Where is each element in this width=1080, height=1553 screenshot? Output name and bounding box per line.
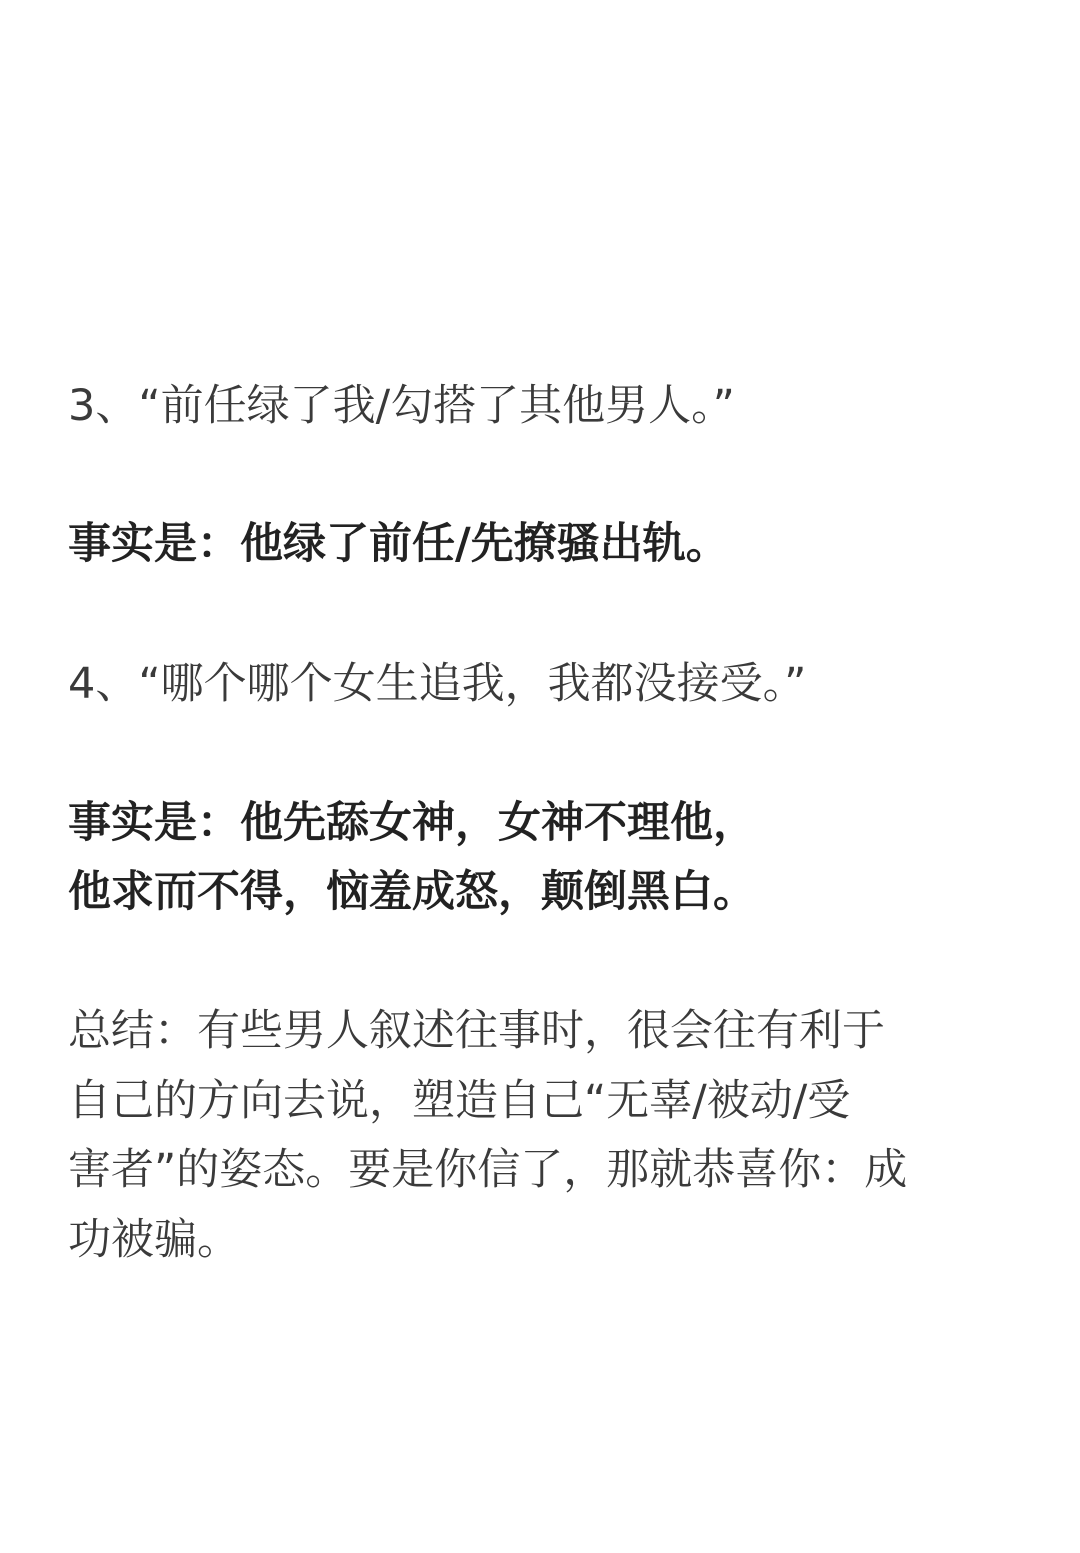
item-4-fact-line-1: 事实是：他先舔女神，女神不理他， <box>68 798 756 848</box>
item-4-fact-line-2: 他求而不得，恼羞成怒，颠倒黑白。 <box>68 867 756 917</box>
summary-line-1: 总结：有些男人叙述往事时，很会往有利于 <box>68 1006 885 1056</box>
item-4-quote: 4、“哪个哪个女生追我，我都没接受。” <box>68 659 807 709</box>
item-3-fact: 事实是：他绿了前任/先撩骚出轨。 <box>68 519 729 569</box>
item-3-quote: 3、“前任绿了我/勾搭了其他男人。” <box>68 381 735 431</box>
summary-line-2: 自己的方向去说，塑造自己“无辜/被动/受 <box>68 1076 851 1126</box>
summary-line-3: 害者”的姿态。要是你信了，那就恭喜你：成 <box>68 1145 908 1195</box>
summary-line-4: 功被骗。 <box>68 1215 240 1265</box>
